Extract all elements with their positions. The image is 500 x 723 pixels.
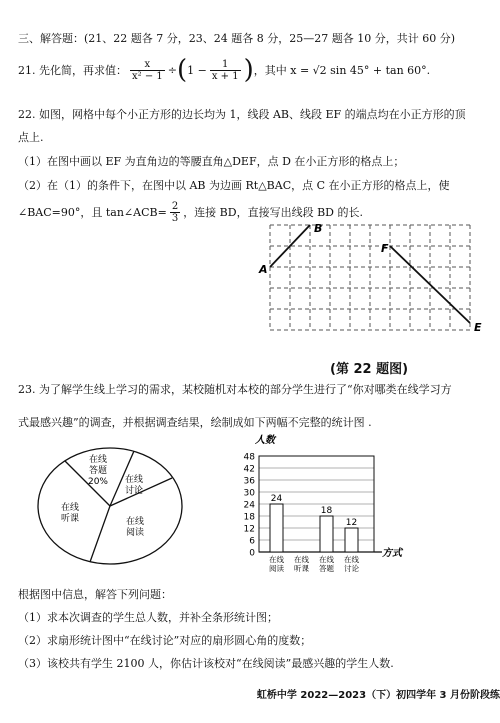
bar-category-label: 讨论 xyxy=(344,564,359,573)
q22-line-5: ∠BAC=90°，且 tan∠ACB= $\frac{2}{3}$ ，连接 BD，直接写出线段 BD 的长. xyxy=(18,200,363,224)
pie-label-answer-pct: 20% xyxy=(87,477,109,487)
q22-line-3: （1）在图中画以 EF 为直角边的等腰直角△DEF，点 D 在小正方形的格点上； xyxy=(18,155,405,168)
q21-divide: ÷ xyxy=(167,63,177,77)
pie-label-listen-1: 在线 xyxy=(60,503,80,513)
q21-fraction-2: $\frac{1}{x + 1}$ xyxy=(211,58,239,82)
pie-label-discuss-1: 在线 xyxy=(124,475,144,485)
pie-label-read-1: 在线 xyxy=(125,517,145,527)
bar-ytick-label: 48 xyxy=(243,452,255,463)
bar-3 xyxy=(345,528,358,552)
question-1: （1）求本次调查的学生总人数，并补全条形统计图； xyxy=(18,611,278,624)
bar-ytick-label: 36 xyxy=(243,476,255,487)
bar-data-label: 12 xyxy=(345,518,358,528)
bar-category-label: 阅读 xyxy=(269,564,284,573)
bar-2 xyxy=(320,516,333,552)
q21-inner-one: 1 − xyxy=(187,63,207,77)
page-footer: 虹桥中学 2022—2023（下）初四学年 3 月份阶段练 xyxy=(256,690,500,701)
q22-line-4: （2）在（1）的条件下，在图中以 AB 为边画 Rt△BAC，点 C 在小正方形的格点上，使 xyxy=(18,179,450,192)
bar-category-label: 听课 xyxy=(294,564,309,573)
grid-lines xyxy=(270,225,470,330)
q21-close-paren: ) xyxy=(243,55,254,85)
bar-xlabel: 方式 xyxy=(382,548,402,559)
bar-ytick-label: 12 xyxy=(243,524,255,535)
q21-lead: 21. 先化简，再求值： xyxy=(18,64,127,77)
bar-ytick-label: 6 xyxy=(249,536,255,547)
bar-category-label: 答题 xyxy=(319,564,334,573)
q22-fraction: $\frac{2}{3}$ xyxy=(171,200,179,224)
q21-fraction-1: $\frac{x}{\text{x² − 1}}$ xyxy=(132,58,163,82)
bar-data-label: 24 xyxy=(270,494,283,504)
bar-ytick-label: 18 xyxy=(243,512,255,523)
q22-line-2: 点上. xyxy=(18,131,44,144)
q22-grid-figure xyxy=(255,215,495,355)
bar-ytick-label: 42 xyxy=(243,464,255,475)
bar-0 xyxy=(270,504,283,552)
question-2: （2）求扇形统计图中“在线讨论”对应的扇形圆心角的度数； xyxy=(18,634,312,647)
pie-label-listen-2: 听课 xyxy=(60,514,80,524)
bar-data-label: 18 xyxy=(320,506,333,516)
question-21 xyxy=(18,55,430,85)
q22-line-1: 22. 如图，网格中每个小正方形的边长均为 1，线段 AB、线段 EF 的端点均在小正方形的顶 xyxy=(18,108,466,121)
pie-label-answer-1: 在线 xyxy=(88,455,108,465)
bar-ytick-label: 30 xyxy=(243,488,255,499)
point-b-label: B xyxy=(314,222,323,235)
bar-category-label: 在线 xyxy=(344,555,359,564)
bar-chart xyxy=(222,432,412,580)
pie-label-answer-2: 答题 xyxy=(88,466,108,476)
questions-intro: 根据图中信息，解答下列问题： xyxy=(18,588,172,601)
pie-chart xyxy=(30,444,190,569)
point-f-label: F xyxy=(381,242,389,255)
point-e-label: E xyxy=(474,321,482,334)
section-title: 三、解答题：(21、22 题各 7 分，23、24 题各 8 分，25—27 题各 10 分，共计 60 分) xyxy=(18,32,456,45)
pie-label-discuss-2: 讨论 xyxy=(124,486,144,496)
bar-category-label: 在线 xyxy=(294,555,309,564)
bar-ytick-label: 0 xyxy=(249,548,255,559)
q23-line-1: 23. 为了解学生线上学习的需求，某校随机对本校的部分学生进行了“你对哪类在线学习方 xyxy=(18,383,452,396)
bar-ytick-label: 24 xyxy=(243,500,255,511)
q23-line-2: 式最感兴趣”的调查，并根据调查结果，绘制成如下两幅不完整的统计图 . xyxy=(18,416,372,429)
point-a-label: A xyxy=(259,263,268,276)
bar-ylabel: 人数 xyxy=(255,435,275,446)
bar-category-label: 在线 xyxy=(319,555,334,564)
question-3: （3）该校共有学生 2100 人，你估计该校对“在线阅读”最感兴趣的学生人数. xyxy=(18,657,394,670)
q21-open-paren: ( xyxy=(176,55,188,85)
bar-category-label: 在线 xyxy=(269,555,284,564)
q21-tail: ，其中 x = √2 sin 45° + tan 60°. xyxy=(253,64,431,77)
q22-figure-caption: (第 22 题图) xyxy=(330,362,409,377)
pie-label-read-2: 阅读 xyxy=(125,528,145,538)
